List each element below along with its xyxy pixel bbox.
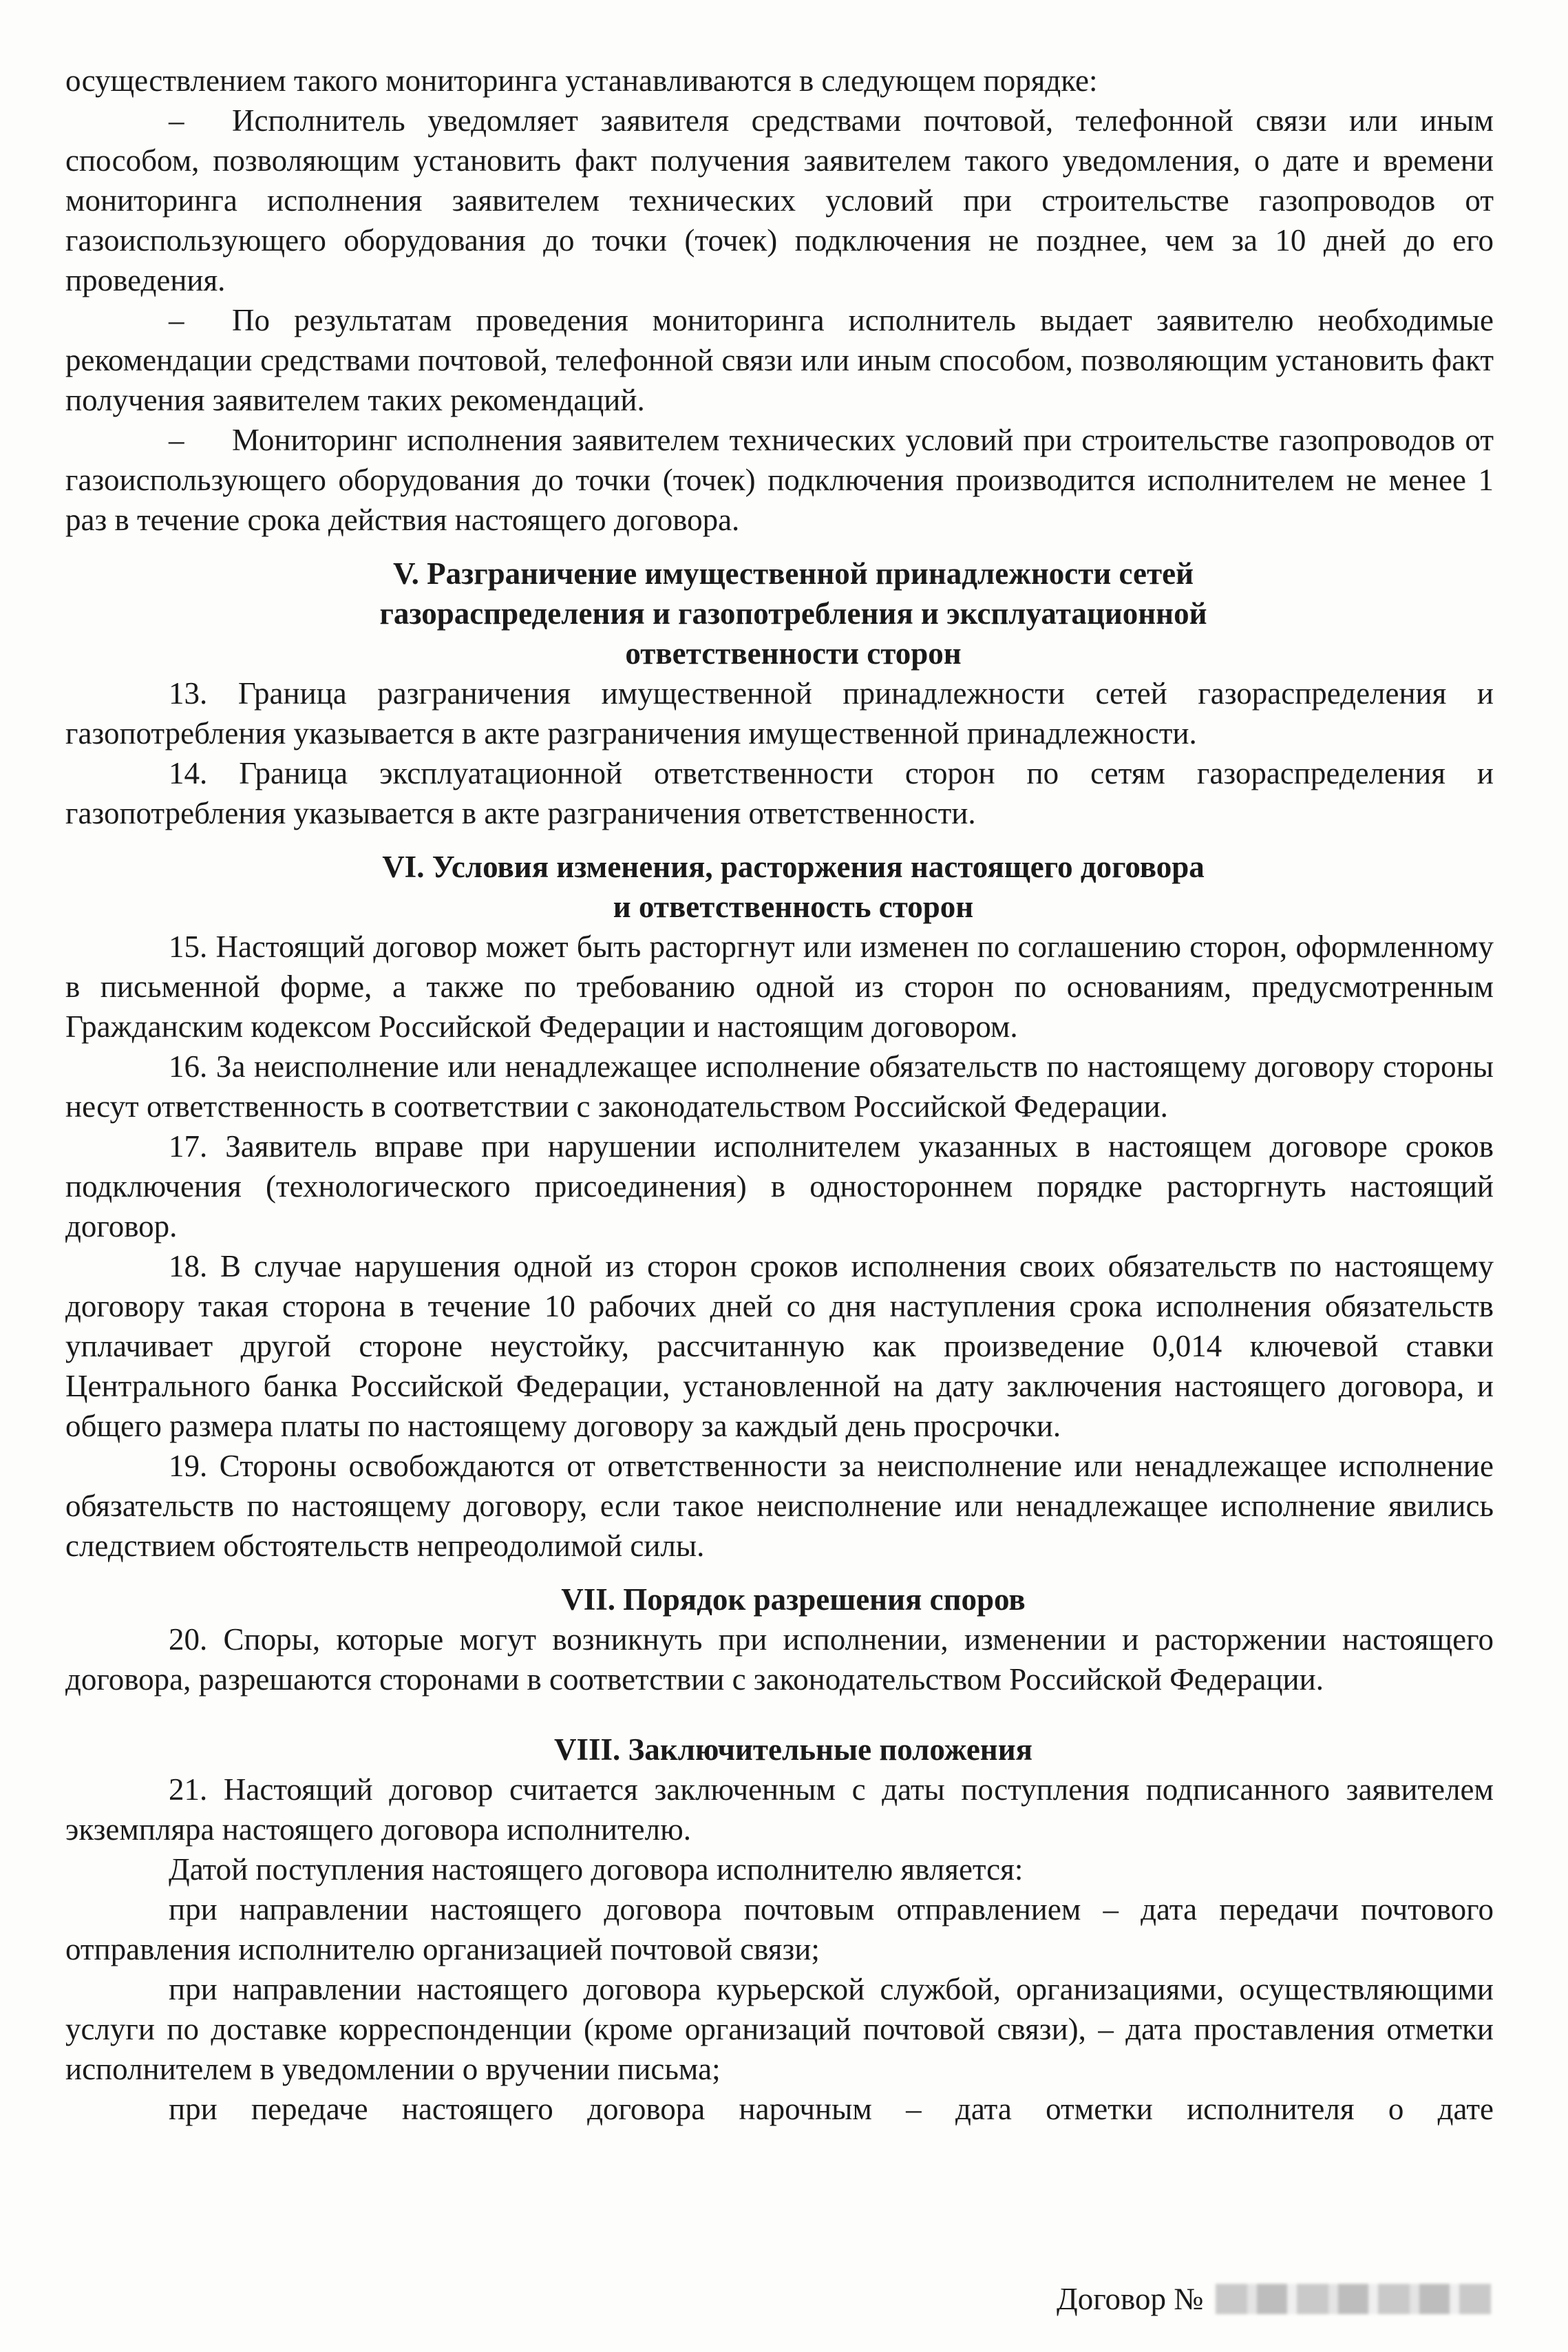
clause-16: 16. За неисполнение или ненадлежащее исполнение обязательств по настоящему договору стороны несут ответственность в соответствии с законодательством Российской Федерации. <box>65 1049 1494 1124</box>
section-6-title: VI. Условия изменения, расторжения настоящего договора и ответственность сторон <box>382 850 1205 924</box>
dash-mark: – <box>169 103 184 138</box>
clause-19: 19. Стороны освобождаются от ответственности за неисполнение или ненадлежащее исполнение обязательств по настоящему договору, если такое неисполнение или ненадлежащее исполнение явились следствием обстоятельств непреодолимой силы. <box>65 1449 1494 1563</box>
monitoring-item-2: – По результатам проведения мониторинга исполнитель выдает заявителю необходимые рекомендации средствами почтовой, телефонной связи или иным способом, позволяющим установить факт получения заявителем таких рекомендаций. <box>65 300 1494 420</box>
document-page <box>65 61 1494 2129</box>
section-7-title: VII. Порядок разрешения споров <box>561 1582 1026 1617</box>
section-5-title: V. Разграничение имущественной принадлежности сетей газораспределения и газопотребления и эксплуатационной ответственности сторон <box>379 556 1207 671</box>
clause-15: 15. Настоящий договор может быть расторгнут или изменен по соглашению сторон, оформленному в письменной форме, а также по требованию одной из сторон по основаниям, предусмотренным Гражданским кодексом Российской Федерации и настоящим договором. <box>65 930 1494 1044</box>
clause-21-postal: при направлении настоящего договора почтовым отправлением – дата передачи почтового отправления исполнителю организацией почтовой связи; <box>65 1892 1494 1966</box>
section-8-title: VIII. Заключительные положения <box>553 1732 1033 1767</box>
dash-mark: – <box>169 423 184 457</box>
monitoring-item-1: – Исполнитель уведомляет заявителя средствами почтовой, телефонной связи или иным способом, позволяющим установить факт получения заявителем такого уведомления, о дате и времени мониторинга исполнения заявителем технических условий при строительстве газопроводов от газоиспользующего оборудования до точки (точек) подключения не позднее, чем за 10 дней до его проведения. <box>65 101 1494 300</box>
contract-number-label: Договор № <box>1057 2282 1204 2316</box>
redacted-contract-number <box>1216 2284 1491 2314</box>
clause-21-receipt-date: Датой поступления настоящего договора исполнителю является: <box>169 1852 1024 1887</box>
intro-line: осуществлением такого мониторинга устанавливаются в следующем порядке: <box>65 63 1098 98</box>
clause-21: 21. Настоящий договор считается заключенным с даты поступления подписанного заявителем экземпляра настоящего договора исполнителю. <box>65 1772 1494 1847</box>
clause-20: 20. Споры, которые могут возникнуть при исполнении, изменении и расторжении настоящего договора, разрешаются сторонами в соответствии с законодательством Российской Федерации. <box>65 1622 1494 1697</box>
clause-14: 14. Граница эксплуатационной ответственности сторон по сетям газораспределения и газопотребления указывается в акте разграничения ответственности. <box>65 756 1494 830</box>
clause-13: 13. Граница разграничения имущественной принадлежности сетей газораспределения и газопотребления указывается в акте разграничения имущественной принадлежности. <box>65 676 1494 750</box>
clause-18: 18. В случае нарушения одной из сторон сроков исполнения своих обязательств по настоящему договору такая сторона в течение 10 рабочих дней со дня наступления срока исполнения обязательств уплачивает другой стороне неустойку, рассчитанную как произведение 0,014 ключевой ставки Центрального банка Российской Федерации, установленной на дату заключения настоящего договора, и общего размера платы по настоящему договору за каждый день просрочки. <box>65 1249 1494 1443</box>
monitoring-item-3: – Мониторинг исполнения заявителем технических условий при строительстве газопроводов от газоиспользующего оборудования до точки (точек) подключения производится исполнителем не менее 1 раз в течение срока действия настоящего договора. <box>65 420 1494 540</box>
dash-mark: – <box>169 303 184 337</box>
clause-17: 17. Заявитель вправе при нарушении исполнителем указанных в настоящем договоре сроков подключения (технологического присоединения) в одностороннем порядке расторгнуть настоящий договор. <box>65 1129 1494 1243</box>
page-footer <box>1057 2279 1491 2319</box>
clause-21-hand-delivery: при передаче настоящего договора нарочным – дата отметки исполнителя о дате <box>169 2092 1494 2126</box>
clause-21-courier: при направлении настоящего договора курьерской службой, организациями, осуществляющими услуги по доставке корреспонденции (кроме организаций почтовой связи), – дата проставления отметки исполнителем в уведомлении о вручении письма; <box>65 1972 1494 2086</box>
